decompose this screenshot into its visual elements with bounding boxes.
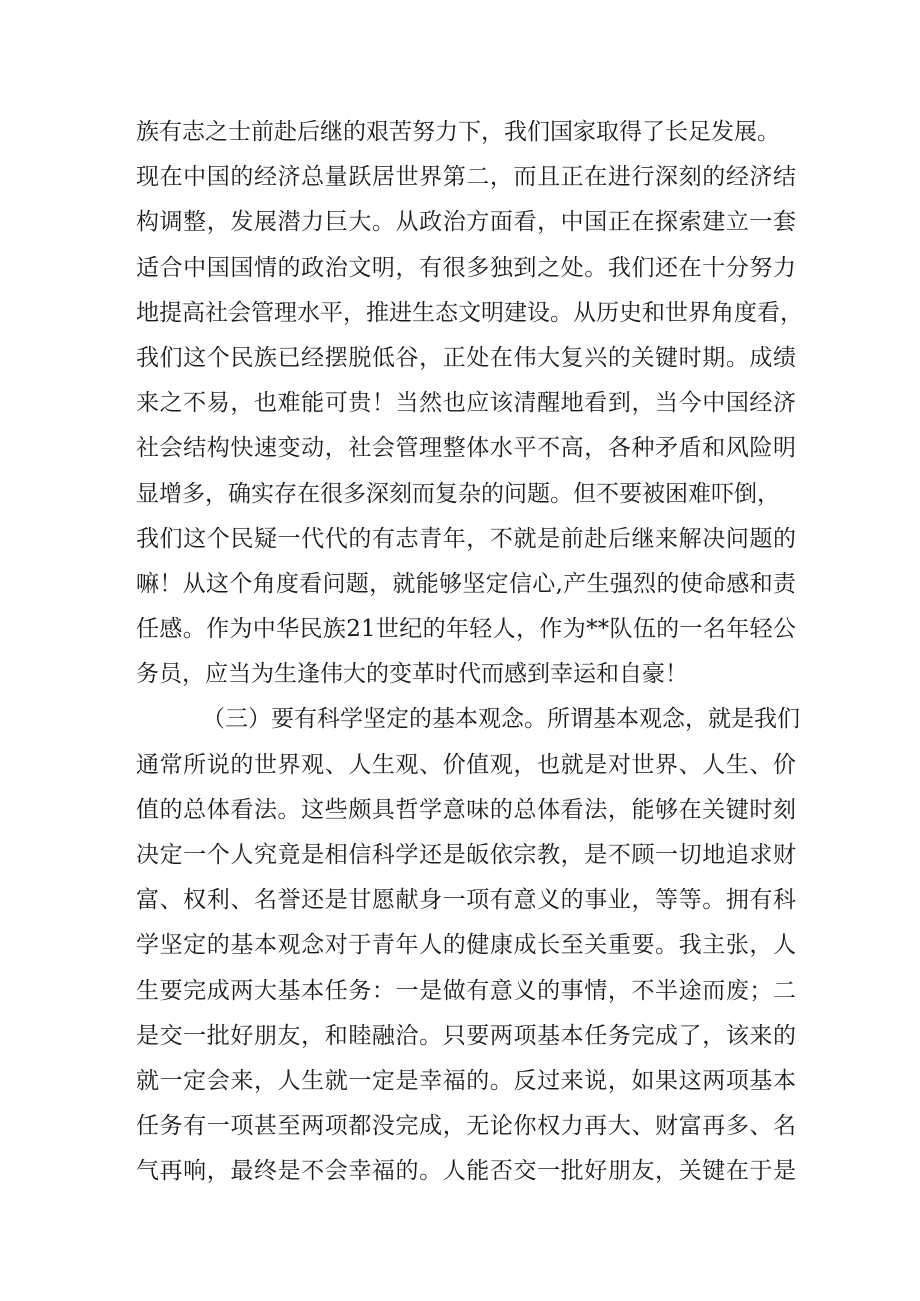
text-line: 富、权利、名誉还是甘愿献身一项有意义的事业，等等。拥有科 <box>136 887 796 914</box>
text-line: 适合中国国情的政治文明，有很多独到之处。我们还在十分努力 <box>136 254 796 281</box>
text-line: 决定一个人究竟是相信科学还是皈依宗教，是不顾一切地追求财 <box>136 842 796 868</box>
text-line: 社会结构快速变动，社会管理整体水平不高，各种矛盾和风险明 <box>136 435 796 462</box>
text-line: 现在中国的经济总量跃居世界第二，而且正在进行深刻的经济结 <box>136 164 796 191</box>
text-line: 来之不易，也难能可贵！当然也应该清醒地看到，当今中国经济 <box>136 390 796 417</box>
text-line: 族有志之士前赴后继的艰苦努力下，我们国家取得了长足发展。 <box>136 119 780 145</box>
text-line: 地提高社会管理水平，推进生态文明建设。从历史和世界角度看， <box>136 299 803 326</box>
text-line: 任务有一项甚至两项都没完成，无论你权力再大、财富再多、名 <box>136 1113 796 1140</box>
text-line: 通常所说的世界观、人生观、价值观，也就是对世界、人生、价 <box>136 751 796 778</box>
section-heading-line: （三）要有科学坚定的基本观念。所谓基本观念，就是我们 <box>202 706 800 733</box>
text-line: 任感。作为中华民族21世纪的年轻人，作为**队伍的一名年轻公 <box>136 616 796 643</box>
body-text <box>136 110 803 1195</box>
text-line: 构调整，发展潜力巨大。从政治方面看，中国正在探索建立一套 <box>136 209 796 236</box>
text-line: 务员，应当为生逢伟大的变革时代而感到幸运和自豪！ <box>136 661 688 688</box>
text-line: 生要完成两大基本任务：一是做有意义的事情，不半途而废；二 <box>136 977 796 1004</box>
text-line: 值的总体看法。这些颇具哲学意味的总体看法，能够在关键时刻 <box>136 796 796 823</box>
text-line: 学坚定的基本观念对于青年人的健康成长至关重要。我主张，人 <box>136 932 796 959</box>
text-line: 气再响，最终是不会幸福的。人能否交一批好朋友，关键在于是 <box>136 1158 796 1185</box>
text-line: 我们这个民族已经摆脱低谷，正处在伟大复兴的关键时期。成绩 <box>136 344 796 371</box>
text-line: 显增多，确实存在很多深刻而复杂的问题。但不要被困难吓倒， <box>136 480 780 507</box>
text-line: 我们这个民疑一代代的有志青年，不就是前赴后继来解决问题的 <box>136 525 796 552</box>
text-line: 就一定会来，人生就一定是幸福的。反过来说，如果这两项基本 <box>136 1067 796 1094</box>
text-line: 是交一批好朋友，和睦融洽。只要两项基本任务完成了，该来的 <box>136 1022 796 1049</box>
text-line: 嘛！从这个角度看问题，就能够坚定信心,产生强烈的使命感和责 <box>136 570 796 597</box>
